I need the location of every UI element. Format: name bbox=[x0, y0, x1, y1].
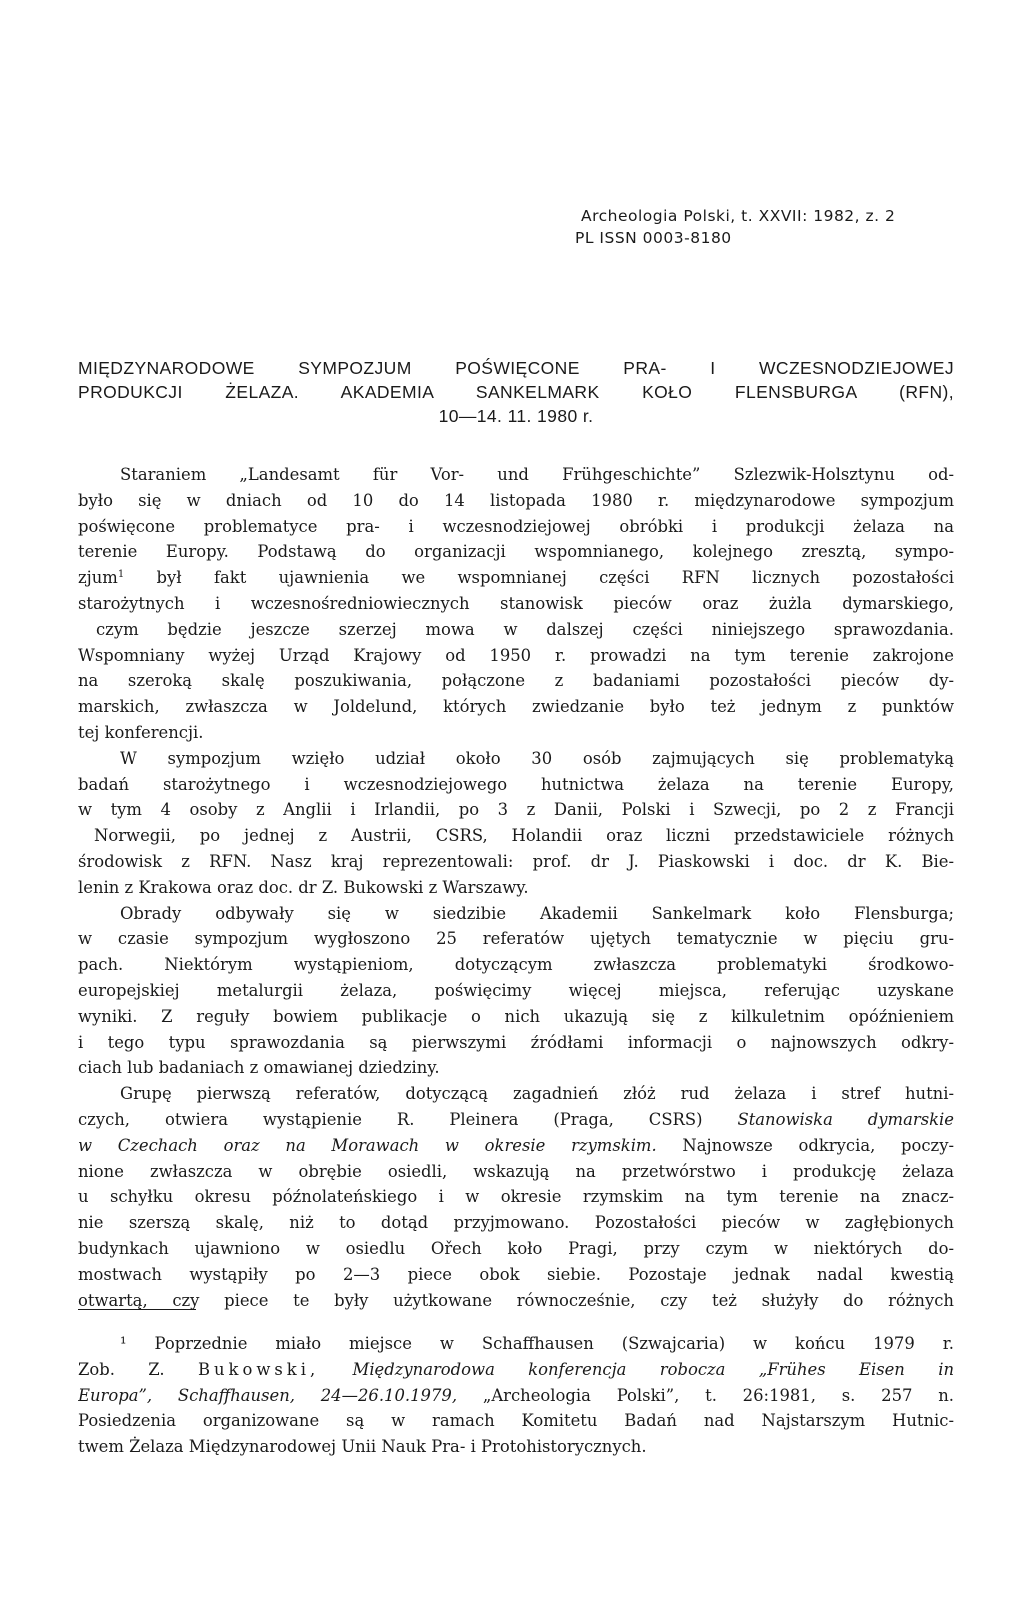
footnote-ref[interactable]: 1 bbox=[117, 569, 125, 581]
text-line: starożytnych i wczesnośredniowiecznych stanowisk pieców oraz żużla dymarskiego, bbox=[78, 593, 954, 613]
author-name: Bukowski, bbox=[197, 1359, 320, 1379]
italic-title: w Czechach oraz na Morawach w okresie rzymskim. bbox=[78, 1135, 657, 1155]
text-fragment: Najnowsze odkrycia, poczy- bbox=[682, 1135, 954, 1155]
footnote bbox=[78, 1331, 954, 1460]
text-line: czym będzie jeszcze szerzej mowa w dalszej części niniejszego sprawozdania. bbox=[96, 619, 954, 639]
footnote-line bbox=[78, 1357, 954, 1383]
footnote-line bbox=[78, 1383, 954, 1409]
footnote-line: twem Żelaza Międzynarodowej Unii Nauk Pra- i Protohistorycznych. bbox=[78, 1437, 647, 1457]
title-line: PRODUKCJI ŻELAZA. AKADEMIA SANKELMARK KOŁO FLENSBURGA (RFN), bbox=[78, 382, 954, 402]
text-line: terenie Europy. Podstawą do organizacji wspomnianego, kolejnego zresztą, sympo- bbox=[78, 542, 954, 562]
journal-citation: Archeologia Polski, t. XXVII: 1982, z. 2 bbox=[581, 207, 896, 225]
text-line: marskich, zwłaszcza w Joldelund, których zwiedzanie było też jednym z punktów bbox=[78, 697, 954, 717]
journal-header bbox=[575, 205, 961, 249]
text-line: nione zwłaszcza w obrębie osiedli, wskazują na przetwórstwo i produkcję żelaza bbox=[78, 1161, 954, 1181]
title-date: 10—14. 11. 1980 r. bbox=[438, 406, 594, 426]
text-line: w tym 4 osoby z Anglii i Irlandii, po 3 z Danii, Polski i Szwecji, po 2 z Francji bbox=[78, 800, 954, 820]
text-line: u schyłku okresu późnolateńskiego i w okresie rzymskim na tym terenie na znacz- bbox=[78, 1187, 954, 1207]
text-fragment: Zob. Z. bbox=[78, 1359, 165, 1379]
issn: PL ISSN 0003-8180 bbox=[575, 229, 732, 247]
text-line: Wspomniany wyżej Urząd Krajowy od 1950 r. prowadzi na tym terenie zakrojone bbox=[78, 645, 954, 665]
text-line bbox=[78, 565, 954, 591]
text-line: europejskiej metalurgii żelaza, poświęcimy więcej miejsca, referując uzyskane bbox=[78, 980, 954, 1000]
text-line: nie szerszą skalę, niż to dotąd przyjmowano. Pozostałości pieców w zagłębionych bbox=[78, 1213, 954, 1233]
text-line: tej konferencji. bbox=[78, 722, 204, 742]
text-line: Obrady odbywały się w siedzibie Akademii Sankelmark koło Flensburga; bbox=[120, 903, 954, 923]
text-line bbox=[78, 1133, 954, 1159]
text-line: budynkach ujawniono w osiedlu Ořech koło Pragi, przy czym w niektórych do- bbox=[78, 1238, 954, 1258]
text-line: Grupę pierwszą referatów, dotyczącą zagadnień złóż rud żelaza i stref hutni- bbox=[120, 1084, 954, 1104]
italic-title: Stanowiska dymarskie bbox=[737, 1109, 954, 1129]
text-line: mostwach wystąpiły po 2—3 piece obok siebie. Pozostaje jednak nadal kwestią bbox=[78, 1264, 954, 1284]
text-line: poświęcone problematyce pra- i wczesnodziejowej obróbki i produkcji żelaza na bbox=[78, 516, 954, 536]
text-fragment: czych, otwiera wystąpienie R. Pleinera (Praga, CSRS) bbox=[78, 1109, 703, 1129]
text-line: na szeroką skalę poszukiwania, połączone z badaniami pozostałości pieców dy- bbox=[78, 671, 954, 691]
text-line: było się w dniach od 10 do 14 listopada 1980 r. międzynarodowe sympozjum bbox=[78, 490, 954, 510]
text-line: wyniki. Z reguły bowiem publikacje o nich ukazują się z kilkuletnim opóźnieniem bbox=[78, 1006, 954, 1026]
text-fragment: „Archeologia Polski”, t. 26:1981, s. 257 n. bbox=[482, 1385, 954, 1405]
footnote-separator bbox=[78, 1309, 196, 1310]
italic-title: Europa”, Schaffhausen, 24—26.10.1979, bbox=[78, 1385, 458, 1405]
article-body bbox=[78, 462, 954, 1313]
text-fragment: był fakt ujawnienia we wspomnianej części RFN licznych pozostałości bbox=[156, 568, 954, 588]
text-line bbox=[78, 1107, 954, 1133]
text-line: środowisk z RFN. Nasz kraj reprezentowali: prof. dr J. Piaskowski i doc. dr K. Bie- bbox=[78, 851, 954, 871]
text-line: i tego typu sprawozdania są pierwszymi źródłami informacji o najnowszych odkry- bbox=[78, 1032, 954, 1052]
text-line: w czasie sympozjum wygłoszono 25 referatów ujętych tematycznie w pięciu gru- bbox=[78, 929, 954, 949]
text-line: lenin z Krakowa oraz doc. dr Z. Bukowski z Warszawy. bbox=[78, 877, 529, 897]
text-line: pach. Niektórym wystąpieniom, dotyczącym zwłaszcza problematyki środkowo- bbox=[78, 955, 954, 975]
text-line: ciach lub badaniach z omawianej dziedziny. bbox=[78, 1058, 440, 1078]
word: zjum bbox=[78, 568, 118, 588]
text-line: badań starożytnego i wczesnodziejowego hutnictwa żelaza na terenie Europy, bbox=[78, 774, 954, 794]
footnote-line: ¹ Poprzednie miało miejsce w Schaffhausen (Szwajcaria) w końcu 1979 r. bbox=[120, 1334, 954, 1353]
footnote-line: Posiedzenia organizowane są w ramach Komitetu Badań nad Najstarszym Hutnic- bbox=[78, 1411, 954, 1431]
text-line: Staraniem „Landesamt für Vor- und Frühgeschichte” Szlezwik-Holsztynu od- bbox=[120, 465, 954, 484]
title-line: MIĘDZYNARODOWE SYMPOZJUM POŚWIĘCONE PRA- I WCZESNODZIEJOWEJ bbox=[78, 358, 954, 378]
text-line: otwartą, czy piece te były użytkowane równocześnie, czy też służyły do różnych bbox=[78, 1290, 954, 1310]
text-line: Norwegii, po jednej z Austrii, CSRS, Holandii oraz liczni przedstawiciele różnych bbox=[94, 826, 954, 846]
article-title bbox=[78, 356, 954, 428]
italic-title: Międzynarodowa konferencja robocza „Frühes Eisen in bbox=[352, 1359, 954, 1379]
text-line: W sympozjum wzięło udział około 30 osób zajmujących się problematyką bbox=[120, 748, 954, 768]
document-page bbox=[78, 0, 954, 1600]
